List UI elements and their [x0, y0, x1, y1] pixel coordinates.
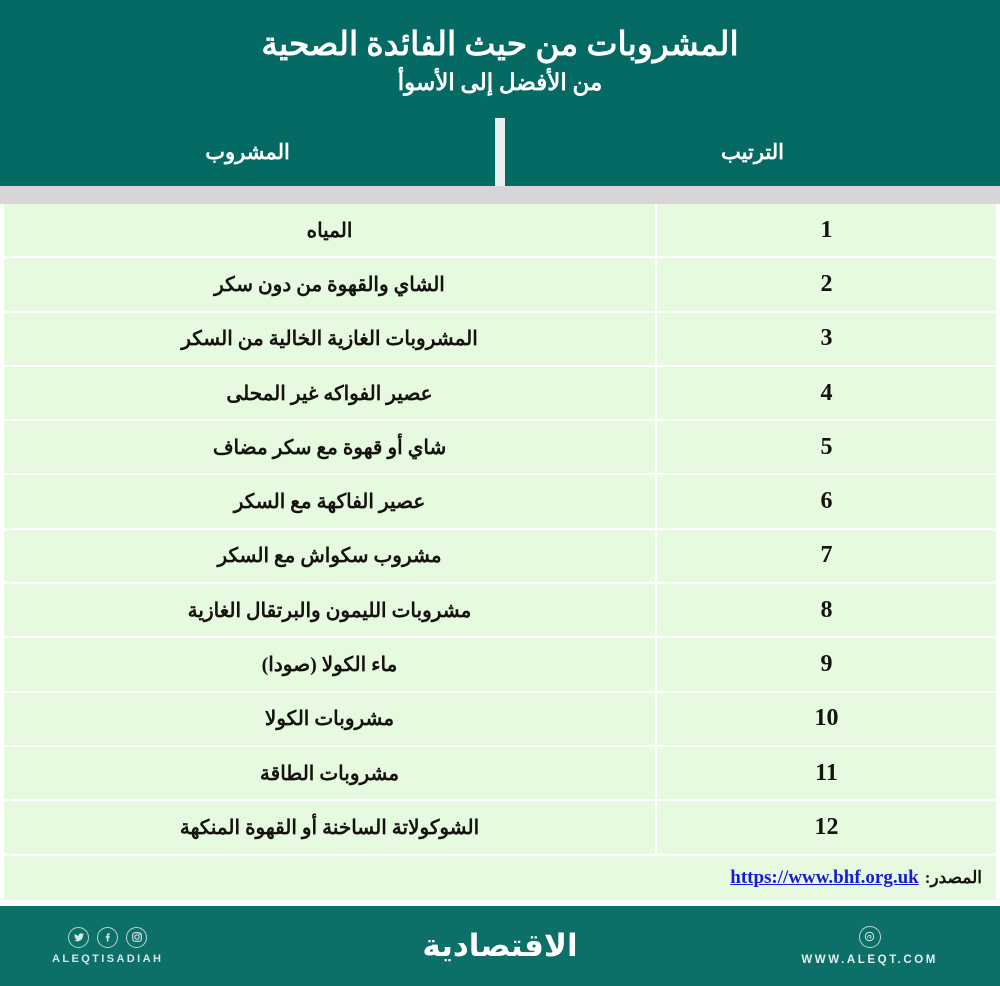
table-row [4, 475, 996, 529]
cell-rank: 12 [655, 801, 996, 853]
facebook-icon[interactable] [97, 927, 118, 948]
twitter-icon[interactable] [68, 927, 89, 948]
table-row [4, 747, 996, 801]
cell-drink: المياه [306, 219, 353, 242]
cell-rank: 2 [655, 258, 996, 310]
table-row [4, 693, 996, 747]
table-row [4, 638, 996, 692]
page-subtitle: من الأفضل إلى الأسوأ [397, 70, 603, 96]
social-icons-row [68, 927, 147, 948]
table-row [4, 801, 996, 855]
cell-rank: 1 [655, 204, 996, 256]
cell-drink: الشاي والقهوة من دون سكر [214, 273, 445, 296]
cell-rank: 5 [655, 421, 996, 473]
cell-drink: عصير الفاكهة مع السكر [233, 491, 426, 514]
footer-logo-text: الاقتصادية [422, 927, 578, 963]
table-row [4, 530, 996, 584]
page-title: المشروبات من حيث الفائدة الصحية [261, 26, 739, 63]
cell-drink: عصير الفواكه غير المحلى [226, 382, 433, 405]
cell-drink: مشروبات الكولا [264, 708, 395, 731]
footer-social-group [52, 927, 163, 965]
instagram-icon[interactable] [126, 927, 147, 948]
cell-drink: الشوكولاتة الساخنة أو القهوة المنكهة [179, 816, 480, 839]
cell-drink: مشروب سكواش مع السكر [217, 545, 442, 568]
site-caption: WWW.ALEQT.COM [801, 953, 938, 966]
cell-rank: 11 [655, 747, 996, 799]
aleqt-logo-icon[interactable] [859, 926, 881, 948]
header-body-separator [0, 186, 1000, 204]
footer-bar [0, 906, 1000, 986]
table-row [4, 313, 996, 367]
table-row [4, 204, 996, 258]
table-row [4, 258, 996, 312]
cell-rank: 4 [655, 367, 996, 419]
column-header-drink: المشروب [0, 118, 495, 186]
cell-drink: مشروبات الطاقة [259, 762, 400, 785]
source-row [4, 856, 996, 900]
cell-rank: 9 [655, 638, 996, 690]
brand-caption: ALEQTISADIAH [52, 952, 164, 965]
source-link[interactable]: https://www.bhf.org.uk [730, 866, 919, 888]
column-header-divider [495, 118, 505, 186]
cell-rank: 10 [655, 693, 996, 745]
cell-drink: المشروبات الغازية الخالية من السكر [181, 328, 478, 351]
table-column-header [0, 118, 1000, 186]
cell-drink: ماء الكولا (صودا) [261, 654, 398, 677]
cell-drink: مشروبات الليمون والبرتقال الغازية [187, 599, 472, 622]
source-label: المصدر: [924, 867, 982, 887]
column-header-rank: الترتيب [505, 118, 1000, 186]
header-banner [0, 0, 1000, 118]
table-body [0, 204, 1000, 856]
table-row [4, 584, 996, 638]
footer-site-group [801, 926, 938, 966]
cell-rank: 7 [655, 530, 996, 582]
cell-rank: 3 [655, 313, 996, 365]
cell-drink: شاي أو قهوة مع سكر مضاف [212, 436, 447, 459]
table-row [4, 421, 996, 475]
cell-rank: 8 [655, 584, 996, 636]
table-row [4, 367, 996, 421]
cell-rank: 6 [655, 475, 996, 527]
